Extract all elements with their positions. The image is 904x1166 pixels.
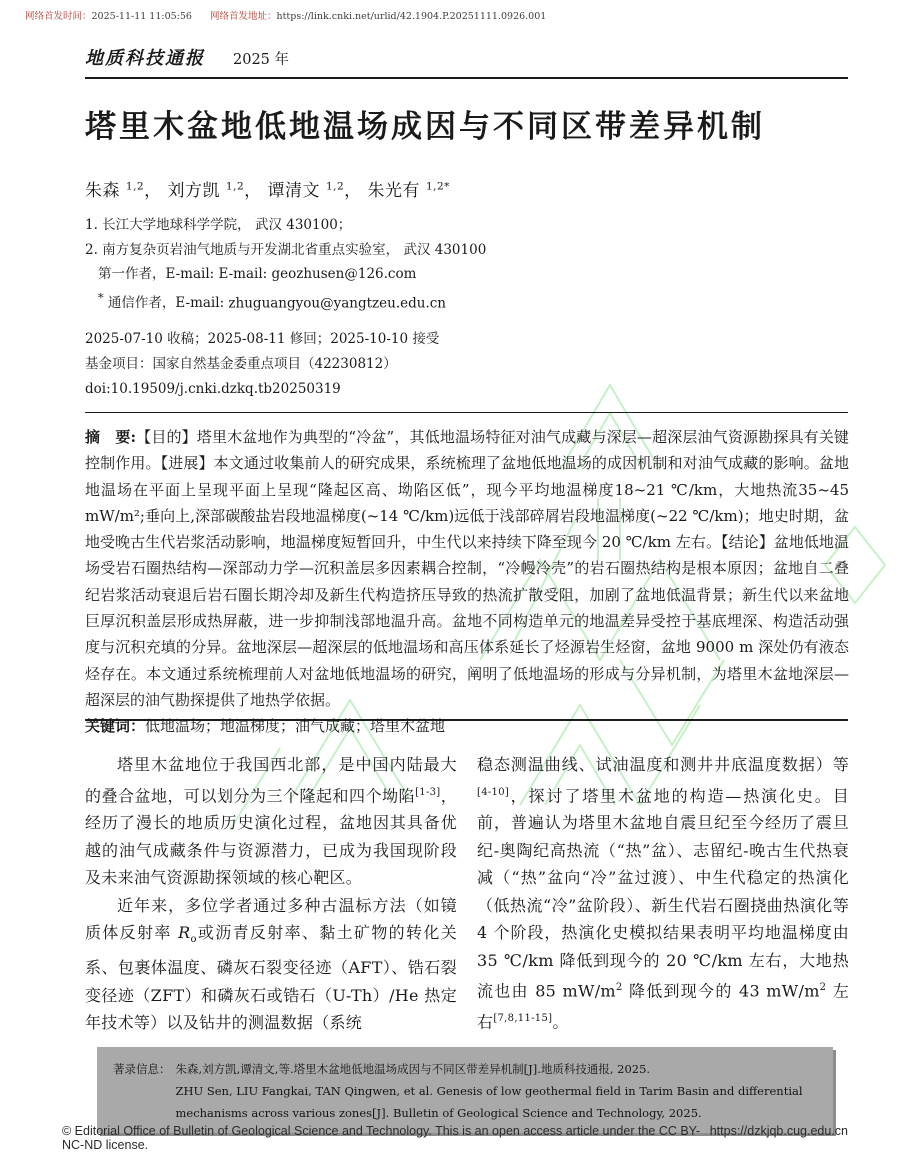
abstract-top-rule [85,412,848,413]
funding-line: 基金项目：国家自然基金委重点项目（42230812） [85,356,397,372]
citation-body [176,1058,818,1124]
corresponding-author-line [85,287,486,316]
page-footer [62,1124,848,1152]
footer-journal-url-link[interactable]: https://dzkjqb.cug.edu.cn [709,1124,848,1138]
affiliation-item: 1. 长江大学地球科学学院， 武汉 430100； [85,217,352,233]
citation-info-box [97,1047,833,1133]
footer-copyright-text: © Editorial Office of Bulletin of Geological Science and Technology. This is an open access article under the CC BY-NC-ND license. [62,1124,701,1152]
left-column [85,751,457,1037]
journal-year: 2025 年 [233,52,290,68]
publish-url-label: 网络首发地址： [209,11,277,22]
publish-url-link[interactable]: https://link.cnki.net/urlid/42.1904.P.20251111.0926.001 [276,11,547,22]
keywords-label: 关键词： [85,717,146,736]
publication-history-block [85,327,439,402]
publish-time-label: 网络首发时间： [25,11,92,22]
first-author-label: 第一作者，E-mail: E-mail: [98,266,272,283]
abstract-text: 【目的】塔里木盆地作为典型的“冷盆”，其低地温场特征对油气成藏与深层—超深层油气资源勘探具有关键控制作用。【进展】本文通过收集前人的研究成果，系统梳理了盆地低地温场的成因机制和对油气成藏的影响。盆地地温场在平面上呈现平面上呈现“隆起区高、坳陷区低”，现今平均地温梯度18~21 ℃/km，大地热流35~45 mW/m²;垂向上,深部碳酸盐岩段地温梯度(~14 ℃/km)远低于浅部碎屑岩段地温梯度(~22 ℃/km)；地史时期，盆地受晚古生代岩浆活动影响，地温梯度短暂回升，中生代以来持续下降至现今 20 ℃/km 左右。【结论】盆地低地温场受岩石圈热结构—深部动力学—沉积盖层多因素耦合控制，“冷幔冷壳”的岩石圈热结构是根本原因；盆地自二叠纪岩浆活动衰退后岩石圈长期冷却及新生代构造挤压导致的热流扩散受阻，加剧了盆地低温背景；新生代以来盆地巨厚沉积盖层形成热屏蔽，进一步抑制浅部地温升高。盆地不同构造单元的地温差异受控于基底埋深、构造活动强度与沉积充填的分异。盆地深层—超深层的低地温场和高压体系延长了烃源岩生烃窗，盆地 9000 m 深处仍有液态烃存在。本文通过系统梳理前人对盆地低地温场的研究，阐明了低地温场的形成与分异机制，为塔里木盆地深层—超深层的油气勘探提供了地热学依据。 [85,428,849,709]
body-two-columns [85,751,849,1037]
abstract-paragraph [85,424,849,713]
affiliation-item: 2. 南方复杂页岩油气地质与开发湖北省重点实验室， 武汉 430100 [85,241,487,258]
body-paragraph: 稳态测温曲线、试油温度和测井井底温度数据）等[4-10]，探讨了塔里木盆地的构造—热演化史。目前，普遍认为塔里木盆地自震旦纪至今经历了震旦纪-奥陶纪高热流（“热”盆）、志留纪-晚古生代热衰减（“热”盆向“冷”盆过渡）、中生代稳定的热演化（低热流“冷”盆阶段）、新生代岩石圈挠曲热演化等 4 个阶段，热演化史模拟结果表明平均地温梯度由 35 ℃/km 降低到现今的 20 ℃/km 左右，大地热流也由 85 $mW/m^2$ 降低到现今的 43 $mW/m^2$ 左右[7,8,11-15]。 [477,755,850,1032]
first-author-line [85,262,486,287]
body-paragraph: 塔里木盆地位于我国西北部，是中国内陆最大的叠合盆地，可以划分为三个隆起和四个坳陷[1-3]，经历了漫长的地质历史演化过程，盆地因其具备优越的油气成藏条件与资源潜力，已成为我国现阶段及未来油气资源勘探领域的核心靶区。 [85,755,457,888]
body-paragraph: 近年来，多位学者通过多种古温标方法（如镜质体反射率 $R_o$或沥青反射率、黏土矿物的转化关系、包裹体温度、磷灰石裂变径迹（AFT）、锆石裂变径迹（ZFT）和磷灰石或锆石（U-Th）/He 热定年技术等）以及钻井的测温数据（系统 [85,895,457,1033]
received-revised-accepted-line: 2025-07-10 收稿；2025-08-11 修回；2025-10-10 接受 [85,331,440,347]
authors-line: 朱森 $^{1,2}$， 刘方凯 $^{1,2}$， 谭清文 $^{1,2}$， 朱光有 $^{1,2*}$ [85,180,450,201]
journal-name: 地质科技通报 [85,48,205,69]
abstract-label: 摘 要: [85,428,137,446]
citation-english: ZHU Sen, LIU Fangkai, TAN Qingwen, et al. Genesis of low geothermal field in Tarim Basin and differential mechanisms across various zones[J]. Bulletin of Geological Science and Technology, 2025. [175,1084,803,1120]
article-title: 塔里木盆地低地温场成因与不同区带差异机制 [85,109,765,144]
citation-label: 著录信息： [113,1062,171,1076]
corresponding-author-label: * 通信作者，E-mail: [98,291,229,312]
abstract-block [85,424,849,740]
keywords-text: 低地温场；地温梯度；油气成藏；塔里木盆地 [145,717,446,736]
corresponding-author-email-link[interactable]: zhuguangyou@yangtzeu.edu.cn [228,295,446,312]
first-author-email-link[interactable]: geozhusen@126.com [271,266,417,283]
doi-link[interactable]: doi:10.19509/j.cnki.dzkq.tb20250319 [85,381,341,397]
publish-time-value: 2025-11-11 11:05:56 [91,11,192,22]
affiliations-block [85,213,486,316]
citation-chinese: 朱森,刘方凯,谭清文,等.塔里木盆地低地温场成因与不同区带差异机制[J].地质科技通报, 2025. [175,1062,651,1076]
keywords-bottom-rule [85,719,848,721]
keywords-line [85,713,849,739]
online-first-meta-bar [25,8,546,22]
journal-header [85,44,848,79]
right-column [477,751,849,1037]
